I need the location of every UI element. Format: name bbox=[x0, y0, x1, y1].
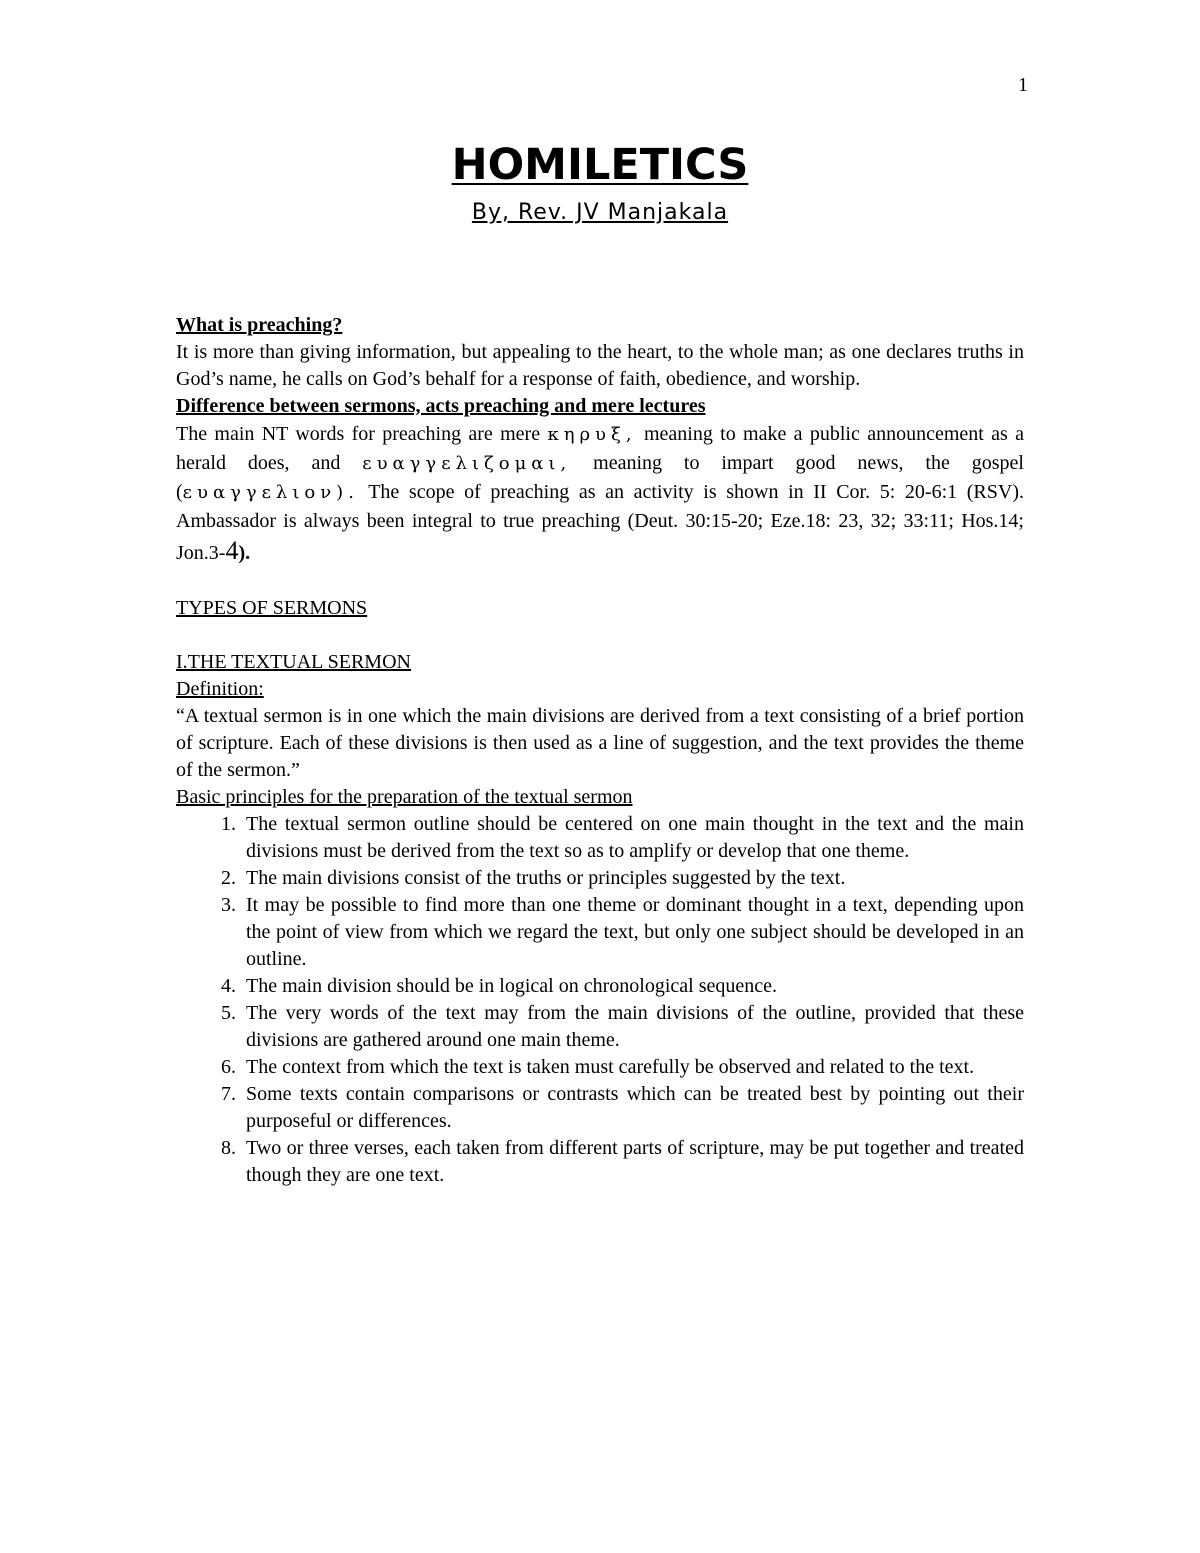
types-heading: TYPES OF SERMONS bbox=[176, 597, 368, 619]
list-number: 5. bbox=[221, 1002, 236, 1024]
list-number: 8. bbox=[221, 1137, 236, 1159]
greek-word-euangelizomai: ευαγγελιζομαι, bbox=[362, 453, 572, 474]
list-item bbox=[176, 1000, 1024, 1054]
paragraph-text: meaning to make a public announcement as a herald does, and bbox=[176, 423, 1025, 474]
list-text: Two or three verses, each taken from different parts of scripture, may be put together and treated though they are one text. bbox=[246, 1137, 1024, 1186]
paragraph-text: The main NT words for preaching are mere bbox=[176, 423, 548, 445]
list-item bbox=[176, 1054, 1024, 1081]
list-text: The main division should be in logical on chronological sequence. bbox=[246, 975, 777, 997]
list-text: It may be possible to find more than one theme or dominant thought in a text, depending upon the point of view from which we regard the text, but only one subject should be developed in an outline. bbox=[246, 894, 1024, 970]
greek-word-kerux: κηρυξ, bbox=[547, 424, 637, 445]
section-heading-difference: Difference between sermons, acts preaching and mere lectures bbox=[176, 395, 706, 417]
paragraph-text-large: 4 bbox=[225, 536, 239, 565]
greek-word-euangelion: ευαγγελιον). bbox=[182, 482, 359, 503]
paragraph-what-is-preaching: It is more than giving information, but appealing to the heart, to the whole man; as one declares truths in God’s name, he calls on God’s behalf for a response of faith, obedience, and worship. bbox=[176, 341, 1024, 390]
list-item bbox=[176, 892, 1024, 973]
document-body bbox=[176, 312, 1024, 1189]
list-text: The very words of the text may from the main divisions of the outline, provided that these divisions are gathered around one main theme. bbox=[246, 1002, 1024, 1051]
definition-text: “A textual sermon is in one which the main divisions are derived from a text consisting of a brief portion of scripture. Each of these divisions is then used as a line of suggestion, and the text provides the theme of the sermon.” bbox=[176, 705, 1024, 781]
spacer bbox=[176, 568, 1024, 595]
page-number: 1 bbox=[1018, 74, 1028, 96]
list-item bbox=[176, 1135, 1024, 1189]
list-item bbox=[176, 973, 1024, 1000]
list-number: 3. bbox=[221, 894, 236, 916]
author-byline: By, Rev. JV Manjakala bbox=[471, 200, 729, 225]
document-title: HOMILETICS bbox=[451, 140, 749, 190]
paragraph-text: The scope of preaching as an activity is shown in II Cor. 5: 20-6:1 (RSV). Ambassador is always been integral to true preaching (Deut. 30:15-20; Eze.18: 23, 32; 33:11; Hos.14; Jon.3- bbox=[176, 481, 1024, 564]
list-number: 7. bbox=[221, 1083, 236, 1105]
list-item bbox=[176, 865, 1024, 892]
spacer bbox=[176, 622, 1024, 649]
paragraph-text: meaning to impart good news, the gospel ( bbox=[176, 452, 1024, 503]
definition-label: Definition: bbox=[176, 678, 264, 700]
paragraph-text-end: ). bbox=[238, 542, 251, 564]
list-number: 2. bbox=[221, 867, 236, 889]
list-text: Some texts contain comparisons or contrasts which can be treated best by pointing out their purposeful or differences. bbox=[246, 1083, 1024, 1132]
section-heading-what-is-preaching: What is preaching? bbox=[176, 314, 343, 336]
list-item bbox=[176, 811, 1024, 865]
list-number: 6. bbox=[221, 1056, 236, 1078]
list-number: 1. bbox=[221, 813, 236, 835]
principles-heading: Basic principles for the preparation of the textual sermon bbox=[176, 786, 633, 808]
list-number: 4. bbox=[221, 975, 236, 997]
paragraph-nt-words bbox=[176, 420, 1024, 568]
principles-list bbox=[176, 811, 1024, 1189]
list-text: The context from which the text is taken must carefully be observed and related to the text. bbox=[246, 1056, 975, 1078]
list-item bbox=[176, 1081, 1024, 1135]
list-text: The main divisions consist of the truths or principles suggested by the text. bbox=[246, 867, 846, 889]
list-text: The textual sermon outline should be centered on one main thought in the text and the main divisions must be derived from the text so as to amplify or develop that one theme. bbox=[246, 813, 1024, 862]
textual-sermon-heading: I.THE TEXTUAL SERMON bbox=[176, 651, 411, 673]
